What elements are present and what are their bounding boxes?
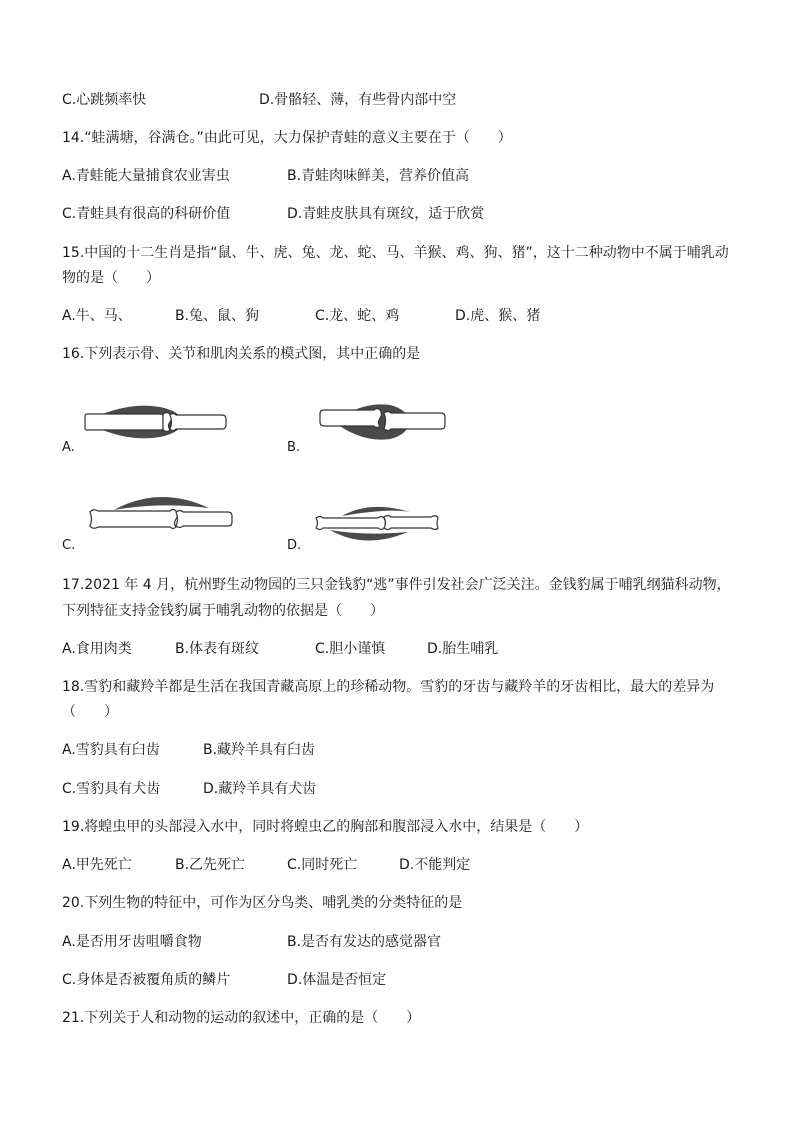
q16-figure-a xyxy=(80,393,230,451)
q13-option-c: C.心跳频率快 xyxy=(62,92,147,108)
q16-figure-c-label: C. xyxy=(62,538,76,553)
q20-stem: 20.下列生物的特征中，可作为区分鸟类、哺乳类的分类特征的是 xyxy=(62,895,463,911)
q18-stem-line2: （ ） xyxy=(62,704,118,720)
q13-option-d: D.骨骼轻、薄，有些骨内部中空 xyxy=(259,92,457,108)
q17-option-d: D.胎生哺乳 xyxy=(427,641,499,657)
q14-option-a: A.青蛙能大量捕食农业害虫 xyxy=(62,168,230,184)
q16-stem: 16.下列表示骨、关节和肌肉关系的模式图，其中正确的是 xyxy=(62,346,421,362)
q19-option-b: B.乙先死亡 xyxy=(175,857,246,873)
q17-option-c: C.胆小谨慎 xyxy=(315,641,386,657)
q17-stem-line1: 17.2021 年 4 月，杭州野生动物园的三只金钱豹“逃”事件引发社会广泛关注。金钱豹属于哺乳纲猫科动物， xyxy=(62,577,731,593)
q17-stem-line2: 下列特征支持金钱豹属于哺乳动物的依据是（ ） xyxy=(62,603,384,619)
q20-option-d: D.体温是否恒定 xyxy=(287,972,387,988)
q21-stem: 21.下列关于人和动物的运动的叙述中，正确的是（ ） xyxy=(62,1010,421,1026)
q19-option-d: D.不能判定 xyxy=(399,857,471,873)
q18-option-a: A.雪豹具有臼齿 xyxy=(62,742,160,758)
q17-option-b: B.体表有斑纹 xyxy=(175,641,260,657)
q19-option-c: C.同时死亡 xyxy=(287,857,358,873)
q18-stem-line1: 18.雪豹和藏羚羊都是生活在我国青藏高原上的珍稀动物。雪豹的牙齿与藏羚羊的牙齿相比，最大的差异为 xyxy=(62,679,715,695)
q16-figure-b xyxy=(312,393,452,451)
q15-option-b: B.兔、鼠、狗 xyxy=(175,308,260,324)
q18-option-d: D.藏羚羊具有犬齿 xyxy=(203,781,317,797)
q15-option-a: A.牛、马、 xyxy=(62,308,132,324)
q15-stem-line1: 15.中国的十二生肖是指“鼠、牛、虎、兔、龙、蛇、马、羊猴、鸡、狗、猪”，这十二种动物中不属于哺乳动 xyxy=(62,245,729,261)
q16-figure-a-label: A. xyxy=(62,440,75,455)
q19-stem: 19.将蝗虫甲的头部浸入水中，同时将蝗虫乙的胸部和腹部浸入水中，结果是（ ） xyxy=(62,819,589,835)
q14-stem: 14.“蛙满塘，谷满仓。”由此可见，大力保护青蛙的意义主要在于（ ） xyxy=(62,130,512,146)
q14-option-d: D.青蛙皮肤具有斑纹，适于欣赏 xyxy=(287,206,485,222)
q15-stem-line2: 物的是（ ） xyxy=(62,270,160,286)
q16-figure-d xyxy=(310,498,442,548)
q20-option-b: B.是否有发达的感觉器官 xyxy=(287,934,442,950)
q16-figure-d-label: D. xyxy=(287,538,302,553)
q18-option-c: C.雪豹具有犬齿 xyxy=(62,781,161,797)
q17-option-a: A.食用肉类 xyxy=(62,641,132,657)
q19-option-a: A.甲先死亡 xyxy=(62,857,132,873)
q20-option-a: A.是否用牙齿咀嚼食物 xyxy=(62,934,202,950)
q16-figure-b-label: B. xyxy=(287,440,301,455)
q18-option-b: B.藏羚羊具有臼齿 xyxy=(203,742,316,758)
q20-option-c: C.身体是否被覆角质的鳞片 xyxy=(62,972,231,988)
q15-option-d: D.虎、猴、猪 xyxy=(455,308,541,324)
q16-figure-c xyxy=(84,490,234,540)
q15-option-c: C.龙、蛇、鸡 xyxy=(315,308,400,324)
q14-option-b: B.青蛙肉味鲜美，营养价值高 xyxy=(287,168,470,184)
q14-option-c: C.青蛙具有很高的科研价值 xyxy=(62,206,231,222)
